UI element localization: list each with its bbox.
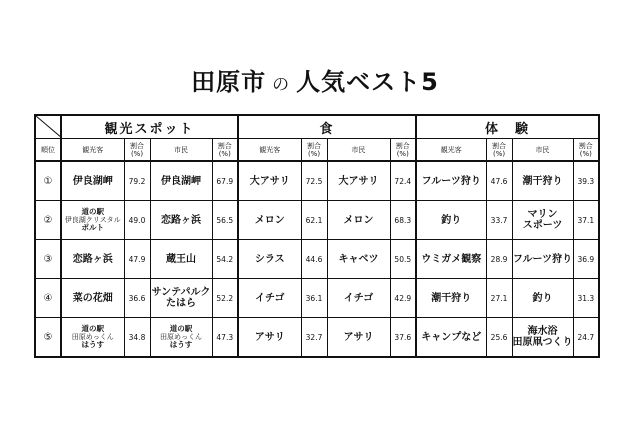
item-cell — [512, 318, 573, 358]
item-line: 潮干狩り — [431, 292, 472, 304]
ratio-cell: 27.1 — [486, 279, 512, 318]
item-line: 恋路ヶ浜 — [72, 253, 113, 265]
item-line-bold: 道の駅 — [81, 324, 104, 333]
rank-cell: ② — [35, 201, 61, 240]
ratio-cell: 36.6 — [124, 279, 150, 318]
item-line: シラス — [254, 253, 285, 265]
ratio-cell: 44.6 — [301, 240, 327, 279]
rank-cell: ③ — [35, 240, 61, 279]
item-cell — [238, 161, 301, 201]
item-line: 釣り — [532, 292, 553, 304]
header-exp-visitor: 観光客 — [416, 139, 486, 162]
title-particle: の — [272, 75, 291, 95]
ranking-table — [34, 114, 600, 358]
ratio-cell: 36.9 — [573, 240, 599, 279]
header-food-citizen: 市民 — [327, 139, 390, 162]
ratio-cell: 47.9 — [124, 240, 150, 279]
ratio-cell: 31.3 — [573, 279, 599, 318]
item-cell — [327, 240, 390, 279]
item-line: メロン — [343, 214, 374, 226]
item-line: キャベツ — [338, 253, 379, 265]
ratio-cell: 37.6 — [390, 318, 416, 358]
ratio-cell: 54.2 — [212, 240, 238, 279]
item-cell — [61, 318, 124, 358]
item-cell — [327, 318, 390, 358]
item-line: 伊良湖クリスタル — [64, 216, 121, 224]
ratio-cell: 33.7 — [486, 201, 512, 240]
item-line — [62, 208, 124, 216]
item-cell — [416, 279, 486, 318]
table-row — [35, 318, 599, 358]
item-line-bold: はうす — [81, 340, 104, 349]
item-cell — [238, 318, 301, 358]
ratio-cell: 47.6 — [486, 161, 512, 201]
item-line: 菜の花畑 — [72, 292, 113, 304]
item-line: 大アサリ — [338, 175, 379, 187]
ratio-cell: 42.9 — [390, 279, 416, 318]
item-line: 蔵王山 — [166, 253, 196, 265]
item-cell — [327, 279, 390, 318]
item-cell — [61, 201, 124, 240]
ratio-cell: 72.5 — [301, 161, 327, 201]
table-row — [35, 161, 599, 201]
item-cell — [238, 240, 301, 279]
header-spot-visitor: 観光客 — [61, 139, 124, 162]
item-cell — [61, 240, 124, 279]
item-line: 田原めっくん — [160, 333, 202, 341]
item-cell — [327, 161, 390, 201]
item-cell — [61, 161, 124, 201]
item-line: 釣り — [441, 214, 462, 226]
item-line: フルーツ狩り — [512, 253, 573, 265]
item-line-bold: 道の駅 — [81, 207, 104, 216]
item-cell — [150, 161, 212, 201]
item-line — [62, 325, 124, 333]
item-line — [151, 341, 212, 349]
item-cell — [416, 318, 486, 358]
item-cell — [416, 161, 486, 201]
header-spot-citizen: 市民 — [150, 139, 212, 162]
item-cell — [327, 201, 390, 240]
item-line: 潮干狩り — [522, 175, 563, 187]
item-cell — [150, 318, 212, 358]
item-cell — [150, 201, 212, 240]
ratio-cell: 68.3 — [390, 201, 416, 240]
rank-cell: ④ — [35, 279, 61, 318]
item-line: 海水浴 — [527, 326, 558, 337]
item-cell — [416, 240, 486, 279]
header-food-citizen-ratio: 割合 (%) — [390, 139, 416, 162]
rank-cell: ⑤ — [35, 318, 61, 358]
item-cell — [512, 240, 573, 279]
ratio-cell: 72.4 — [390, 161, 416, 201]
title-rest: 人気ベスト5 — [296, 68, 439, 96]
item-line-bold: はうす — [169, 340, 193, 349]
header-spot-visitor-ratio: 割合 (%) — [124, 139, 150, 162]
header-exp-citizen: 市民 — [512, 139, 573, 162]
rank-cell: ① — [35, 161, 61, 201]
ratio-cell: 28.9 — [486, 240, 512, 279]
item-line: アサリ — [343, 331, 374, 343]
item-line — [151, 325, 212, 333]
item-line: サンテパルク — [151, 287, 211, 298]
table-row — [35, 201, 599, 240]
ratio-cell: 56.5 — [212, 201, 238, 240]
ratio-cell: 47.3 — [212, 318, 238, 358]
item-line: スポーツ — [522, 220, 563, 231]
ratio-cell: 34.8 — [124, 318, 150, 358]
item-line-bold: ポルト — [81, 223, 104, 232]
item-line: 伊良湖岬 — [161, 175, 201, 187]
item-cell — [238, 201, 301, 240]
item-cell — [150, 279, 212, 318]
header-rank: 順位 — [35, 139, 61, 162]
ratio-cell: 79.2 — [124, 161, 150, 201]
item-line: 恋路ヶ浜 — [161, 214, 201, 226]
page-title — [0, 62, 630, 97]
group-sightseeing: 観光スポット — [61, 115, 238, 139]
header-exp-visitor-ratio: 割合 (%) — [486, 139, 512, 162]
item-line: 田原めっくん — [71, 333, 114, 341]
header-food-visitor-ratio: 割合 (%) — [301, 139, 327, 162]
ratio-cell: 39.3 — [573, 161, 599, 201]
item-line: フルーツ狩り — [421, 175, 481, 187]
header-food-visitor: 観光客 — [238, 139, 301, 162]
ratio-cell: 32.7 — [301, 318, 327, 358]
ratio-cell: 67.9 — [212, 161, 238, 201]
item-line-bold: 道の駅 — [169, 324, 193, 333]
item-line — [62, 341, 124, 349]
ratio-cell: 62.1 — [301, 201, 327, 240]
item-line — [62, 224, 124, 232]
corner-cell — [35, 115, 61, 139]
item-cell — [150, 240, 212, 279]
item-line: イチゴ — [254, 292, 285, 304]
ratio-cell: 24.7 — [573, 318, 599, 358]
table-body — [35, 161, 599, 357]
group-experience: 体 験 — [416, 115, 599, 139]
item-line: キャンプなど — [421, 331, 482, 343]
item-line: メロン — [254, 214, 285, 226]
ratio-cell: 50.5 — [390, 240, 416, 279]
item-line: イチゴ — [343, 292, 374, 304]
title-main: 田原市 — [191, 68, 267, 96]
item-cell — [61, 279, 124, 318]
item-cell — [416, 201, 486, 240]
header-exp-citizen-ratio: 割合 (%) — [573, 139, 599, 162]
ratio-cell: 36.1 — [301, 279, 327, 318]
ratio-cell: 37.1 — [573, 201, 599, 240]
item-line: 大アサリ — [249, 175, 290, 187]
item-cell — [512, 201, 573, 240]
item-cell — [512, 279, 573, 318]
table-row — [35, 279, 599, 318]
item-line: マリン — [527, 209, 558, 220]
diagonal-line — [36, 116, 61, 138]
ratio-cell: 25.6 — [486, 318, 512, 358]
table-row — [35, 240, 599, 279]
item-cell — [512, 161, 573, 201]
item-line: たはら — [166, 298, 196, 309]
item-cell — [238, 279, 301, 318]
header-spot-citizen-ratio: 割合 (%) — [212, 139, 238, 162]
ratio-cell: 52.2 — [212, 279, 238, 318]
ratio-cell: 49.0 — [124, 201, 150, 240]
item-line: アサリ — [254, 331, 285, 343]
group-food: 食 — [238, 115, 416, 139]
item-line: ウミガメ観察 — [421, 253, 482, 265]
item-line: 伊良湖岬 — [72, 175, 113, 187]
item-line: 田原凧つくり — [512, 337, 573, 348]
